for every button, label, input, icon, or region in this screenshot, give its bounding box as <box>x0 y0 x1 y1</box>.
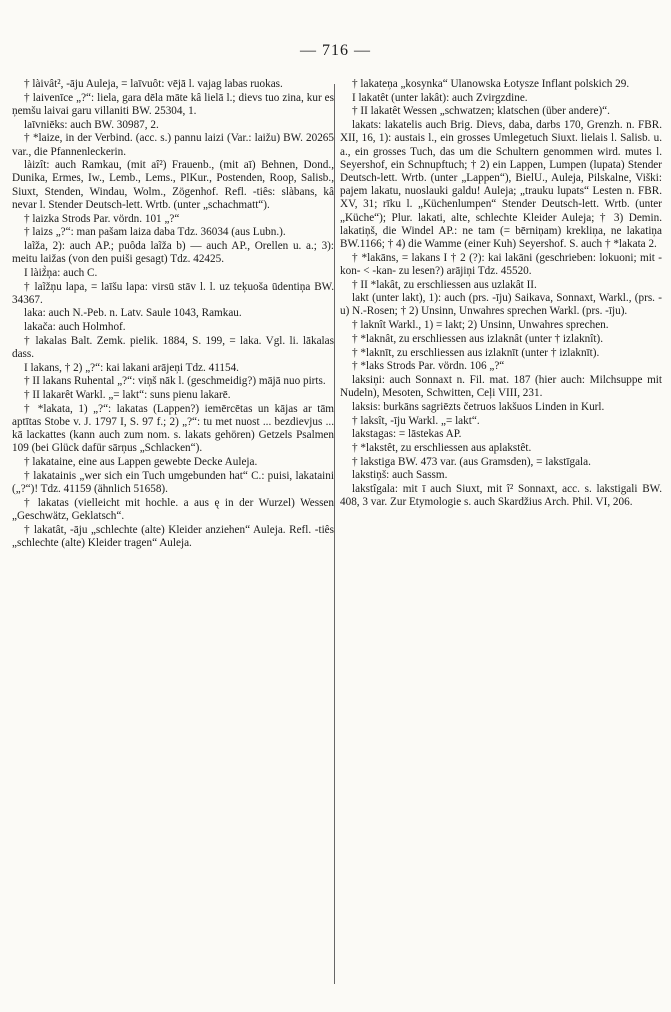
dictionary-entry: I làiž̀ņa: auch C. <box>24 266 98 279</box>
dictionary-entry: laīvniēks: auch BW. 30987, 2. <box>24 118 159 131</box>
right-column <box>340 78 662 998</box>
dictionary-entry: † *lakata, 1) „?“: lakatas (Lappen?) iemērcētas un kājas ar tām aptītas Stobe v. J. 1797 I, S. 97 f.; 2) „?“: tu met nuost ... bezdievjus ... kā lackattes (kann auch zum nom. s. lakats gehören) Getzels Psalmen 109 (bei Glück dafür sārņus „Schlacken“). <box>12 402 334 455</box>
page-number: — 716 — <box>300 42 371 59</box>
dictionary-entry: † laksît, -īju Warkl. „= lakt“. <box>352 414 480 427</box>
dictionary-entry: † laizka Strods Par. vördn. 101 „?“ <box>24 212 180 225</box>
dictionary-entry: laksis: burkāns sagriēzts četruos lakšuos Linden in Kurl. <box>352 400 605 413</box>
dictionary-entry: † *laize, in der Verbind. (acc. s.) pannu laizi (Var.: laižu) BW. 20265 var., die Pfannenleckerin. <box>12 132 334 158</box>
dictionary-entry: lakača: auch Holmhof. <box>24 321 126 334</box>
dictionary-entry: làizît: auch Ramkau, (mit aî²) Frauenb., (mit aī) Behnen, Dond., Dunika, Ermes, Iw., Lemb., Lems., PlKur., Postenden, Roop, Salisb., Siuxt, Stenden, Windau, Wolm., Zögenhof. Refl. -tiês: slàbans, kâ nevar l. Stender Deutsch-lett. Wrtb. (unter „schachmatt“). <box>12 159 334 211</box>
dictionary-entry: † làivât², -āju Auleja, = laīvuôt: vējā l. vajag labas ruokas. <box>24 78 283 90</box>
dictionary-entry: † lakataine, eine aus Lappen gewebte Decke Auleja. <box>24 456 258 469</box>
dictionary-entry: † *laks Strods Par. vördn. 106 „?“ <box>352 360 505 373</box>
dictionary-entry: lakt (unter lakt), 1): auch (prs. -īju) Saikava, Sonnaxt, Warkl., (prs. -u) N.-Rosen; † 2) Unsinn, Unwahres sprechen Warkl. (prs. -īju). <box>340 292 662 318</box>
dictionary-entry: laĩža, 2): auch AP.; puôda laĩža b) — auch AP., Orellen u. a.; 3): meitu laižas (von den puiši gesagt) Tdz. 42425. <box>12 239 334 266</box>
dictionary-entry: laka: auch N.-Peb. n. Latv. Saule 1043, Ramkau. <box>24 307 242 320</box>
dictionary-entry: † II lakans Ruhental „?“: viņš nāk l. (geschmeidig?) mājā nuo pirts. <box>24 375 326 388</box>
dictionary-entry: † lakateņa „kosynka“ Ulanowska Łotysze Inflant polskich 29. <box>352 78 630 90</box>
dictionary-entry: † lakalas Balt. Zemk. pielik. 1884, S. 199, = laka. Vgl. li. lākalas dass. <box>12 334 334 361</box>
dictionary-entry: † II lakarêt Warkl. „= lakt“: suns pienu lakarē. <box>24 389 231 402</box>
dictionary-entry: lakstiņš: auch Sassm. <box>352 469 448 482</box>
dictionary-entry: † lakatas (vielleicht mit hochle. a aus ę in der Wurzel) Wessen „Geschwätz, Geklatsch“. <box>12 496 334 522</box>
dictionary-entry: I lakans, † 2) „?“: kai lakani arājeņi Tdz. 41154. <box>24 361 239 374</box>
left-column <box>12 78 334 998</box>
dictionary-entry: † laivenīce „?“: liela, gara dēla māte kâ lielā l.; dievs tuo zina, kur es ņemšu laivai garu villaniti BW. 25304, 1. <box>12 91 334 117</box>
dictionary-entry: † *lakstêt, zu erschliessen aus aplakstêt. <box>352 441 532 454</box>
dictionary-entry: † *laknīt, zu erschliessen aus izlaknīt (unter † izlaknīt). <box>352 346 600 359</box>
dictionary-entry: lakats: lakatelis auch Brig. Dievs, daba, darbs 170, Grenzh. n. FBR. XII, 16, 1): austais l., ein grosses Umlegetuch Siuxt. lielais l. Salisb. u. a., ein grosses Tuch, das um die Schultern genommen wird. mutes l. Seyershof, ein Schnupftuch; † 2) ein Lappen, Lumpen (lupata) Stender Deutsch-lett. Wrtb. (unter „Lappen“), BielU., Auleja, Pilskalne, Viški: pajem lakatu, nuoslauki galdu! Auleja; „trauku lupats“ Lesten n. FBR. XV, 31; rīku l. „Küchenlumpen“ Stender Deutsch-lett. Wrtb. (unter „Küche“); Plur. lakati, alte, schlechte Kleider Auleja; † 3) Demin. lakatiņš, die Windel AP.: ne tam (= bērniņam) krekliņa, ne lakatiņa BW.1166; † 4) die Wamme (einer Kuh) Seyershof. S. auch † *lakata 2. <box>340 119 662 250</box>
dictionary-entry: laksiņi: auch Sonnaxt n. Fil. mat. 187 (hier auch: Milchsuppe mit Nudeln), Mesoten, Schwitten, Ceļi VIII, 231. <box>340 373 662 400</box>
dictionary-entry: † *laknât, zu erschliessen aus izlaknât (unter † izlaknît). <box>352 332 604 345</box>
dictionary-entry: † II lakatêt Wessen „schwatzen; klatschen (über andere)“. <box>352 105 610 118</box>
dictionary-entry: lakstîgala: mit ī auch Siuxt, mit î² Sonnaxt, acc. s. lakstigali BW. 408, 3 var. Zur Etymologie s. auch Skardžius Arch. Phil. VI, 206. <box>340 483 662 509</box>
column-divider <box>334 84 335 984</box>
dictionary-entry: lakstagas: = lāstekas AP. <box>352 428 462 441</box>
dictionary-entry: I lakatêt (unter lakât): auch Zvirgzdine. <box>352 91 528 104</box>
dictionary-entry: † laizs „?“: man pašam laiza daba Tdz. 36034 (aus Lubn.). <box>24 226 286 239</box>
dictionary-entry: † II *lakât, zu erschliessen aus uzlakât II. <box>352 278 537 291</box>
dictionary-entry: † lakatât, -āju „schlechte (alte) Kleider anziehen“ Auleja. Refl. -tiês „schlechte (alte) Kleider tragen“ Auleja. <box>12 523 334 549</box>
dictionary-entry: † laĩžņu lapa, = laīšu lapa: virsū stāv l. l. uz teķuoša ūdentiņa BW. 34367. <box>12 280 334 306</box>
dictionary-entry: † laknît Warkl., 1) = lakt; 2) Unsinn, Unwahres sprechen. <box>352 319 609 332</box>
dictionary-entry: † *lakāns, = lakans I † 2 (?): kai lakāni (geschrieben: lokuoni; mit -kon- < -kan- zu lesen?) arājiņi Tdz. 45520. <box>340 251 662 277</box>
dictionary-entry: † lakstiga BW. 473 var. (aus Gramsden), = lakstīgala. <box>352 455 591 468</box>
dictionary-entry: † lakatainis „wer sich ein Tuch umgebunden hat“ C.: puisi, lakataini („?“)! Tdz. 41159 (ähnlich 51658). <box>12 469 334 496</box>
